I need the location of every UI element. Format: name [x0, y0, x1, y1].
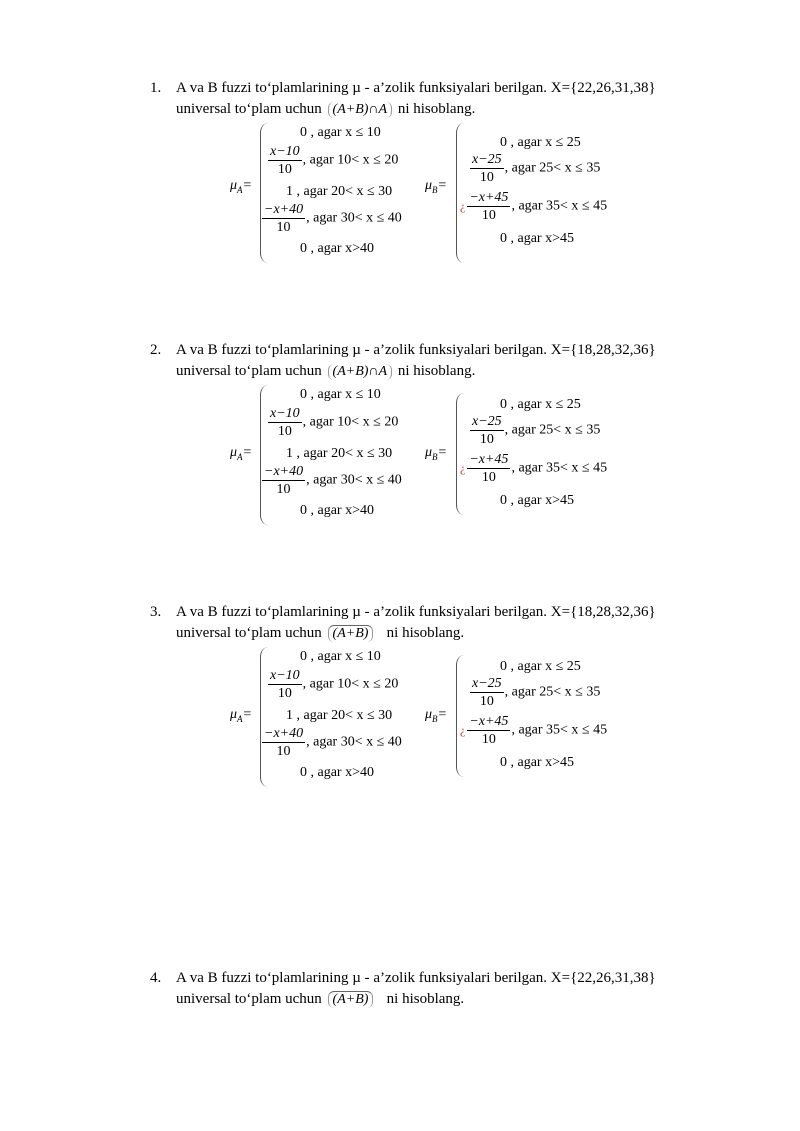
task-prefix: universal to‘plam uchun [176, 625, 322, 641]
problem-task [150, 361, 750, 382]
task-expression: (A+B)∩A [328, 102, 393, 118]
mu-b-case-2: $\frac{x-25}{10}$ , agar 25< x ≤ 35 [472, 152, 601, 185]
task-prefix: universal to‘plam uchun [176, 363, 322, 379]
mu-b-case-2: $\frac{x-25}{10}$ , agar 25< x ≤ 35 [472, 414, 601, 447]
problem-number: 1. [150, 80, 162, 96]
mu-b-case-2: $\frac{x-25}{10}$ , agar 25< x ≤ 35 [472, 676, 601, 709]
problem-task [150, 99, 750, 120]
problem-2 [150, 340, 750, 518]
mu-a-label: $\mu_A=$ [230, 707, 252, 724]
problem-4 [150, 968, 750, 1010]
problem-number: 2. [150, 342, 162, 358]
task-expression: (A+B) [328, 991, 374, 1008]
task-expression: (A+B) [328, 625, 374, 642]
task-suffix: ni hisoblang. [397, 101, 476, 117]
problem-statement [150, 968, 750, 989]
problem-task [150, 989, 750, 1010]
mu-b-case-4: 0 , agar x>45 [500, 493, 574, 508]
task-suffix: ni hisoblang. [386, 625, 465, 641]
mu-a-case-2: $\frac{x-10}{10}$ , agar 10< x ≤ 20 [270, 144, 399, 177]
mu-a-case-1: 0 , agar x ≤ 10 [300, 649, 381, 664]
mu-b-case-1: 0 , agar x ≤ 25 [500, 397, 581, 412]
problem-number: 4. [150, 970, 162, 986]
mu-b-case-4: 0 , agar x>45 [500, 755, 574, 770]
membership-functions [150, 123, 750, 273]
mu-b-label: $\mu_B=$ [425, 178, 447, 195]
problem-1 [150, 78, 750, 256]
task-prefix: universal to‘plam uchun [176, 101, 322, 117]
mu-a-case-4: $\frac{-x+40}{10}$ , agar 30< x ≤ 40 [264, 464, 402, 497]
mu-b-case-3: ¿ $\frac{-x+45}{10}$ , agar 35< x ≤ 45 [460, 714, 608, 747]
task-prefix: universal to‘plam uchun [176, 991, 322, 1007]
problem-statement [150, 78, 750, 99]
mu-b-label: $\mu_B=$ [425, 707, 447, 724]
mu-b-case-4: 0 , agar x>45 [500, 231, 574, 246]
task-suffix: ni hisoblang. [386, 991, 465, 1007]
task-suffix: ni hisoblang. [397, 363, 476, 379]
mu-a-case-3: 1 , agar 20< x ≤ 30 [286, 708, 393, 723]
problem-3 [150, 602, 750, 780]
mu-b-case-3: ¿ $\frac{-x+45}{10}$ , agar 35< x ≤ 45 [460, 452, 608, 485]
problem-text: A va B fuzzi to‘plamlarining µ - a’zolik funksiyalari berilgan. X={18,28,32,36} [176, 342, 656, 358]
mu-a-case-4: $\frac{-x+40}{10}$ , agar 30< x ≤ 40 [264, 726, 402, 759]
mu-b-case-1: 0 , agar x ≤ 25 [500, 135, 581, 150]
mu-a-case-3: 1 , agar 20< x ≤ 30 [286, 184, 393, 199]
problem-text: A va B fuzzi to‘plamlarining µ - a’zolik funksiyalari berilgan. X={22,26,31,38} [176, 970, 656, 986]
mu-a-case-2: $\frac{x-10}{10}$ , agar 10< x ≤ 20 [270, 406, 399, 439]
membership-functions [150, 647, 750, 797]
mu-b-case-3: ¿ $\frac{-x+45}{10}$ , agar 35< x ≤ 45 [460, 190, 608, 223]
problem-task [150, 623, 750, 644]
mu-b-case-1: 0 , agar x ≤ 25 [500, 659, 581, 674]
problem-text: A va B fuzzi to‘plamlarining µ - a’zolik funksiyalari berilgan. X={22,26,31,38} [176, 80, 656, 96]
task-expression: (A+B)∩A [328, 364, 393, 380]
mu-a-case-5: 0 , agar x>40 [300, 241, 374, 256]
membership-functions [150, 385, 750, 535]
problem-text: A va B fuzzi to‘plamlarining µ - a’zolik funksiyalari berilgan. X={18,28,32,36} [176, 604, 656, 620]
mu-a-case-2: $\frac{x-10}{10}$ , agar 10< x ≤ 20 [270, 668, 399, 701]
mu-a-case-5: 0 , agar x>40 [300, 765, 374, 780]
mu-a-case-4: $\frac{-x+40}{10}$ , agar 30< x ≤ 40 [264, 202, 402, 235]
mu-a-label: $\mu_A=$ [230, 178, 252, 195]
mu-a-case-5: 0 , agar x>40 [300, 503, 374, 518]
problem-number: 3. [150, 604, 162, 620]
problem-statement [150, 340, 750, 361]
mu-a-case-3: 1 , agar 20< x ≤ 30 [286, 446, 393, 461]
mu-b-label: $\mu_B=$ [425, 445, 447, 462]
mu-a-case-1: 0 , agar x ≤ 10 [300, 387, 381, 402]
problem-statement [150, 602, 750, 623]
mu-a-label: $\mu_A=$ [230, 445, 252, 462]
mu-a-case-1: 0 , agar x ≤ 10 [300, 125, 381, 140]
